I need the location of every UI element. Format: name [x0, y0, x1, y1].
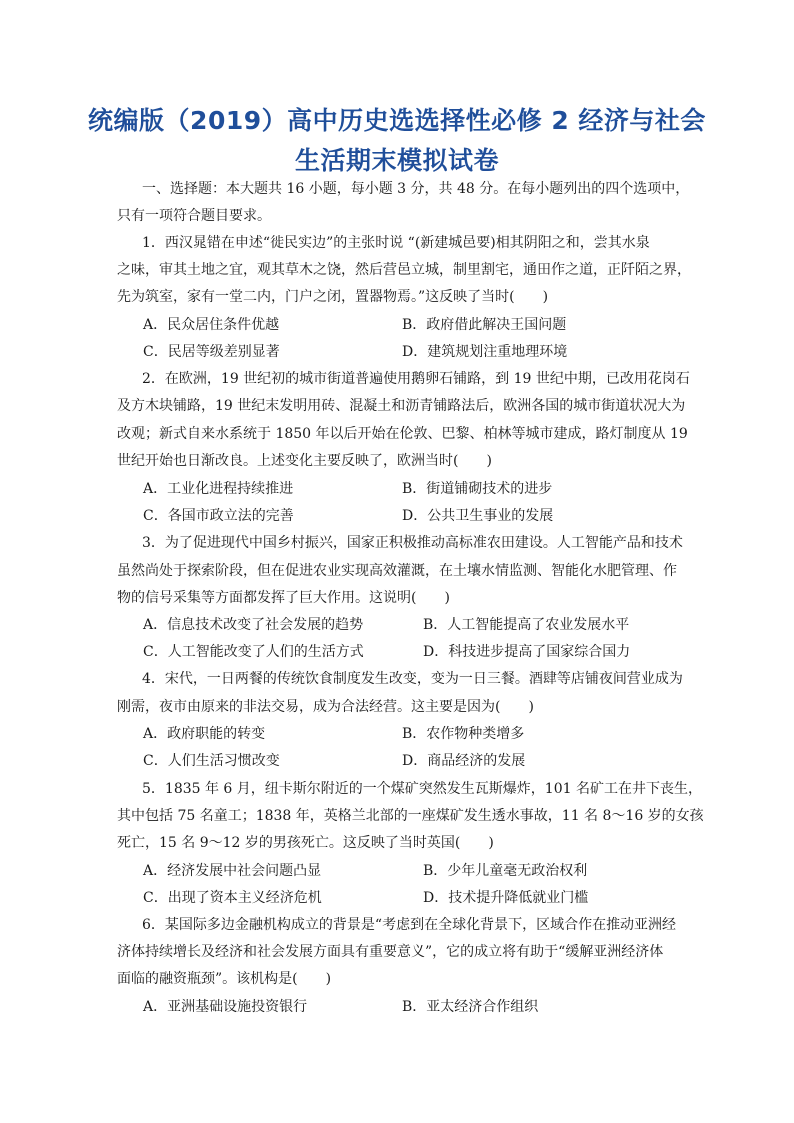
q1-stem-line-1: 1．西汉晁错在申述“徙民实边”的主张时说 “(新建城邑要)相其阴阳之和，尝其水泉	[142, 235, 650, 251]
q2-stem-line-3: 改观；新式自来水系统于 1850 年以后开始在伦敦、巴黎、柏林等城市建成，路灯制度从 19	[117, 426, 688, 442]
q2-option-d: D．公共卫生事业的发展	[402, 508, 554, 524]
q6-option-b: B．亚太经济合作组织	[402, 999, 539, 1015]
q3-stem-line-2: 虽然尚处于探索阶段，但在促进农业实现高效灌溉，在土壤水情监测、智能化水肥管理、作	[117, 563, 677, 579]
q2-stem-line-1: 2．在欧洲，19 世纪初的城市街道普遍使用鹅卵石铺路，到 19 世纪中期，已改用花岗石	[142, 371, 690, 387]
q4-stem-line-1: 4．宋代，一日两餐的传统饮食制度发生改变，变为一日三餐。酒肆等店铺夜间营业成为	[142, 671, 683, 687]
q6-stem-line-1: 6．某国际多边金融机构成立的背景是“考虑到在全球化背景下，区域合作在推动亚洲经	[142, 917, 677, 933]
q3-stem-line-3: 物的信号采集等方面都发挥了巨大作用。这说明( )	[117, 590, 450, 606]
q4-option-b: B．农作物种类增多	[402, 726, 525, 742]
q5-option-d: D．技术提升降低就业门槛	[423, 890, 589, 906]
section-instruction-line-1: 一、选择题：本大题共 16 小题，每小题 3 分，共 48 分。在每小题列出的四个选项中，	[142, 181, 690, 197]
q2-stem-line-4: 世纪开始也日渐改良。上述变化主要反映了，欧洲当时( )	[117, 453, 492, 469]
q1-option-d: D．建筑规划注重地理环境	[402, 344, 568, 360]
q1-option-a: A．民众居住条件优越	[143, 317, 280, 333]
q2-option-c: C．各国市政立法的完善	[143, 508, 294, 524]
q3-option-a: A．信息技术改变了社会发展的趋势	[143, 617, 364, 633]
q1-stem-line-2: 之味，审其土地之宜，观其草木之饶，然后营邑立城，制里割宅，通田作之道，正阡陌之界，	[117, 262, 691, 278]
q6-stem-line-2: 济体持续增长及经济和社会发展方面具有重要意义”，它的成立将有助于“缓解亚洲经济体	[117, 944, 664, 960]
q3-stem-line-1: 3．为了促进现代中国乡村振兴，国家正积极推动高标准农田建设。人工智能产品和技术	[142, 535, 683, 551]
q5-stem-line-1: 5．1835 年 6 月，纽卡斯尔附近的一个煤矿突然发生瓦斯爆炸，101 名矿工在井下丧生，	[142, 781, 702, 797]
q5-option-a: A．经济发展中社会问题凸显	[143, 863, 322, 879]
q3-option-b: B．人工智能提高了农业发展水平	[423, 617, 630, 633]
page-title-line-2: 生活期末模拟试卷	[294, 146, 499, 175]
q3-option-d: D．科技进步提高了国家综合国力	[423, 644, 631, 660]
q5-stem-line-3: 死亡，15 名 9～12 岁的男孩死亡。这反映了当时英国( )	[117, 835, 494, 851]
q4-option-c: C．人们生活习惯改变	[143, 753, 280, 769]
q4-option-a: A．政府职能的转变	[143, 726, 266, 742]
q1-option-c: C．民居等级差别显著	[143, 344, 280, 360]
q5-stem-line-2: 其中包括 75 名童工；1838 年，英格兰北部的一座煤矿发生透水事故，11 名 8～16 岁的女孩	[117, 808, 704, 824]
q6-stem-line-3: 面临的融资瓶颈”。该机构是( )	[117, 971, 332, 987]
q2-option-a: A．工业化进程持续推进	[143, 481, 294, 497]
q1-option-b: B．政府借此解决王国问题	[402, 317, 567, 333]
q4-stem-line-2: 刚需，夜市由原来的非法交易，成为合法经营。这主要是因为( )	[117, 699, 534, 715]
q3-option-c: C．人工智能改变了人们的生活方式	[143, 644, 364, 660]
q5-option-b: B．少年儿童毫无政治权利	[423, 863, 588, 879]
q6-option-a: A．亚洲基础设施投资银行	[143, 999, 308, 1015]
q2-stem-line-2: 及方木块铺路，19 世纪末发明用砖、混凝土和沥青铺路法后，欧洲各国的城市街道状况大为	[117, 398, 686, 414]
q5-option-c: C．出现了资本主义经济危机	[143, 890, 322, 906]
section-instruction-line-2: 只有一项符合题目要求。	[117, 208, 271, 224]
q4-option-d: D．商品经济的发展	[402, 753, 526, 769]
q2-option-b: B．街道铺砌技术的进步	[402, 481, 553, 497]
q1-stem-line-3: 先为筑室，家有一堂二内，门户之闭，置器物焉。”这反映了当时( )	[117, 289, 549, 305]
page-title-line-1: 统编版（2019）高中历史选选择性必修 2 经济与社会	[88, 106, 706, 135]
